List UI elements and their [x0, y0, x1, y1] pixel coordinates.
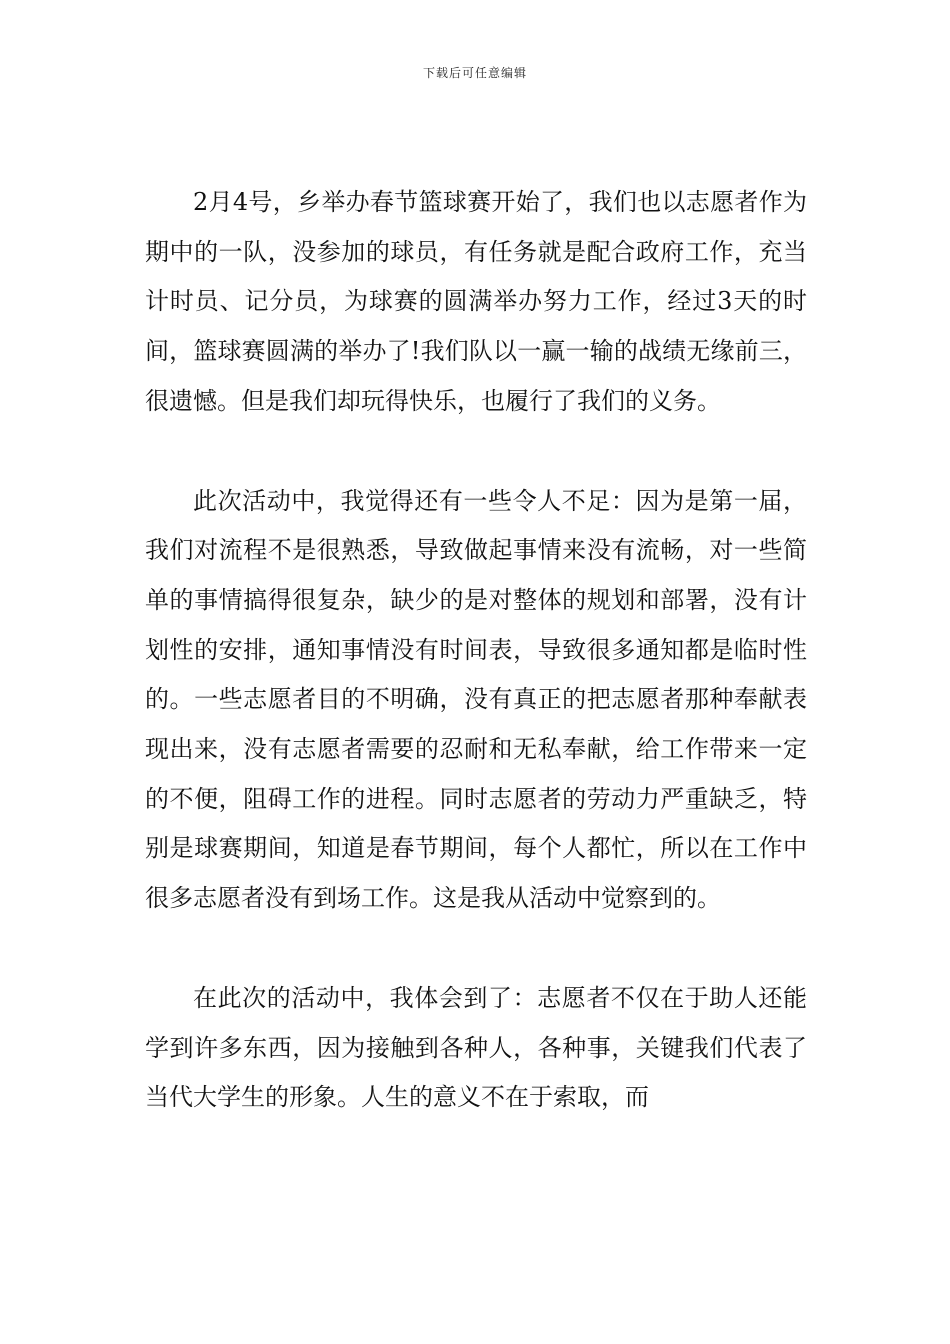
paragraph-reflections: 在此次的活动中，我体会到了：志愿者不仅在于助人还能学到许多东西，因为接触到各种人，各种事，关键我们代表了当代大学生的形象。人生的意义不在于索取，而 [145, 983, 807, 1112]
document-body [145, 178, 807, 1123]
paragraph-shortcomings: 此次活动中，我觉得还有一些令人不足：因为是第一届，我们对流程不是很熟悉，导致做起事情来没有流畅，对一些简单的事情搞得很复杂，缺少的是对整体的规划和部署，没有计划性的安排，通知事情没有时间表，导致很多通知都是临时性的。一些志愿者目的不明确，没有真正的把志愿者那种奉献表现出来，没有志愿者需要的忍耐和无私奉献，给工作带来一定的不便，阻碍工作的进程。同时志愿者的劳动力严重缺乏，特别是球赛期间，知道是春节期间，每个人都忙，所以在工作中很多志愿者没有到场工作。这是我从活动中觉察到的。 [145, 486, 807, 913]
paragraph-basketball-tournament: 2月4号，乡举办春节篮球赛开始了，我们也以志愿者作为期中的一队，没参加的球员，有任务就是配合政府工作，充当计时员、记分员，为球赛的圆满举办努力工作，经过3天的时间，篮球赛圆满的举办了!我们队以一赢一输的战绩无缘前三，很遗憾。但是我们却玩得快乐，也履行了我们的义务。 [145, 188, 807, 415]
header-note: 下载后可任意编辑 [422, 66, 527, 80]
